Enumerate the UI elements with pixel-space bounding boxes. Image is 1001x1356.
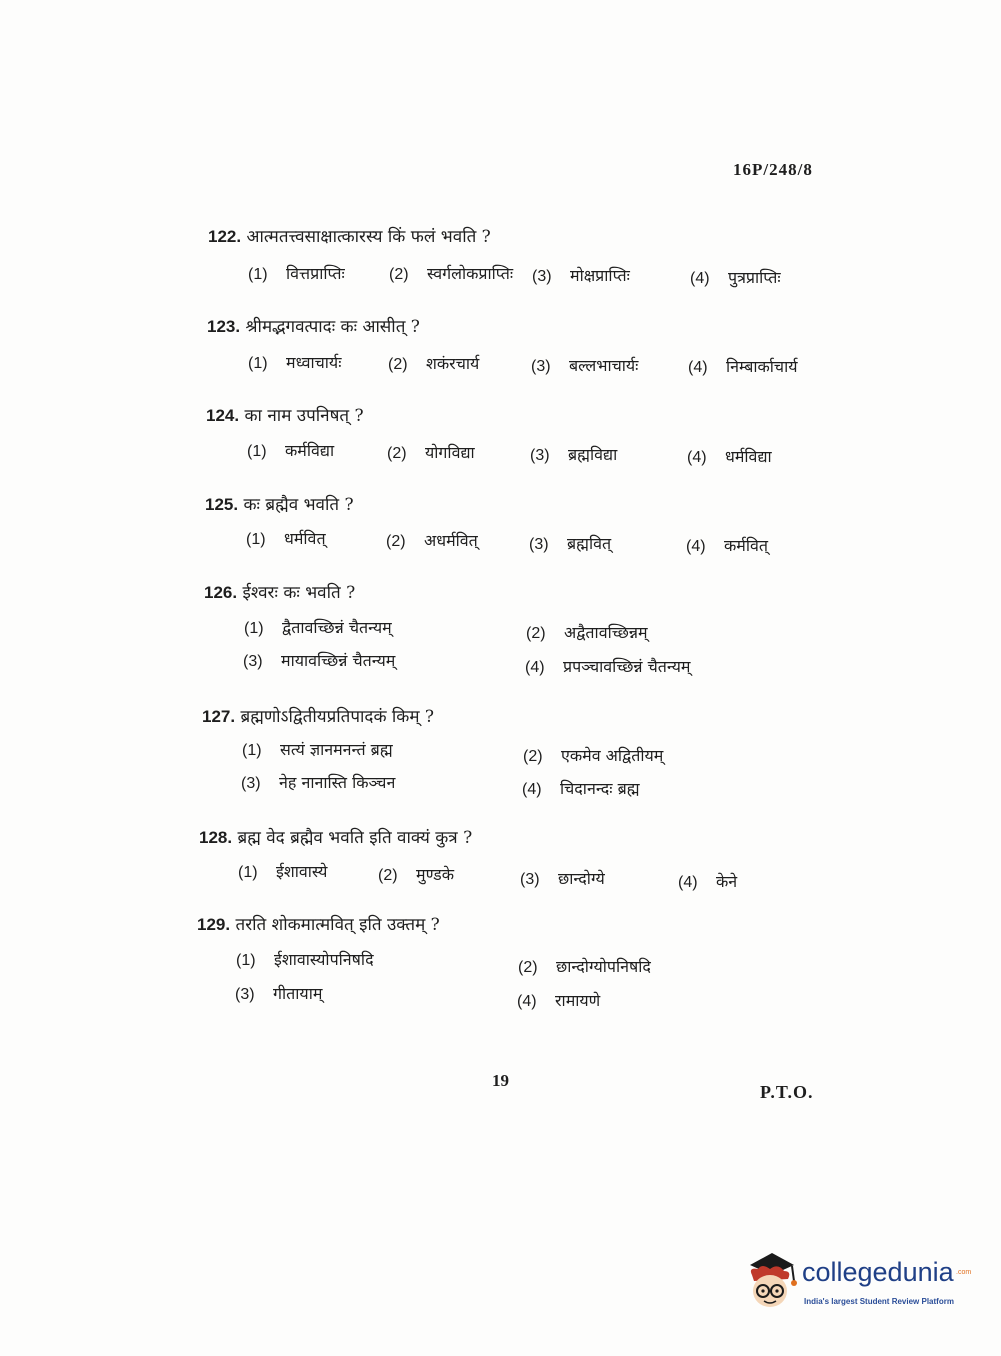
option-127-2: (2) एकमेव अद्वितीयम्: [523, 746, 664, 765]
question-125: [205, 492, 354, 515]
question-128: [199, 825, 472, 848]
option-125-2: (2) अधर्मवित्: [386, 531, 478, 550]
question-number: 125.: [205, 495, 239, 514]
option-129-4: (4) रामायणे: [517, 991, 601, 1010]
option-123-1: (1) मध्वाचार्यः: [248, 353, 342, 372]
option-126-4: (4) प्रपञ्चावच्छिन्नं चैतन्यम्: [525, 657, 691, 676]
option-127-3: (3) नेह नानास्ति किञ्चन: [241, 773, 396, 792]
question-124: [206, 403, 364, 426]
page-number: 19: [492, 1071, 509, 1090]
option-129-3: (3) गीतायाम्: [235, 984, 323, 1003]
brand-tagline: India's largest Student Review Platform: [804, 1297, 954, 1306]
question-text: ब्रह्मणोऽद्वितीयप्रतिपादकं किम् ?: [240, 707, 435, 727]
option-123-3: (3) बल्लभाचार्यः: [531, 356, 639, 375]
option-128-2: (2) मुण्डके: [378, 865, 455, 884]
brand-domain: .com: [956, 1269, 972, 1276]
option-122-2: (2) स्वर्गलोकप्राप्तिः: [389, 264, 514, 283]
option-122-1: (1) वित्तप्राप्तिः: [248, 264, 345, 283]
question-126: [204, 580, 355, 603]
question-number: 128.: [199, 828, 233, 847]
option-128-1: (1) ईशावास्ये: [238, 862, 328, 881]
option-124-4: (4) धर्मविद्या: [687, 447, 772, 466]
option-129-1: (1) ईशावास्योपनिषदि: [236, 950, 374, 969]
option-125-3: (3) ब्रह्मवित्: [529, 534, 612, 553]
question-text: तरति शोकमात्मवित् इति उक्तम् ?: [235, 915, 440, 935]
option-122-4: (4) पुत्रप्राप्तिः: [690, 268, 781, 287]
option-128-4: (4) केने: [678, 872, 738, 891]
option-122-3: (3) मोक्षप्राप्तिः: [532, 266, 630, 285]
question-text: कः ब्रह्मैव भवति ?: [243, 495, 354, 515]
option-124-1: (1) कर्मविद्या: [247, 441, 335, 460]
option-127-4: (4) चिदानन्दः ब्रह्म: [522, 779, 640, 798]
option-126-3: (3) मायावच्छिन्नं चैतन्यम्: [243, 651, 396, 670]
question-number: 126.: [204, 583, 238, 602]
question-123: [207, 314, 420, 337]
question-number: 123.: [207, 317, 241, 336]
option-124-2: (2) योगविद्या: [387, 443, 475, 462]
question-number: 122.: [208, 227, 242, 246]
brand-name: collegedunia: [802, 1257, 954, 1287]
option-127-1: (1) सत्यं ज्ञानमनन्तं ब्रह्म: [242, 740, 393, 759]
question-122: [208, 224, 491, 247]
collegedunia-logo: [742, 1245, 972, 1320]
question-text: का नाम उपनिषत् ?: [244, 406, 364, 426]
option-123-4: (4) निम्बार्काचार्य: [688, 357, 798, 376]
option-125-4: (4) कर्मवित्: [686, 536, 769, 555]
option-123-2: (2) शकंरचार्य: [388, 354, 480, 373]
option-128-3: (3) छान्दोग्ये: [520, 869, 605, 888]
option-125-1: (1) धर्मवित्: [246, 529, 326, 548]
pto-label: P.T.O.: [760, 1082, 814, 1102]
question-number: 124.: [206, 406, 240, 425]
question-text: ईश्वरः कः भवति ?: [242, 583, 356, 603]
question-text: आत्मतत्त्वसाक्षात्कारस्य किं फलं भवति ?: [246, 227, 491, 247]
question-129: [197, 912, 440, 935]
paper-code: 16P/248/8: [733, 160, 813, 179]
option-126-2: (2) अद्वैतावच्छिन्नम्: [526, 623, 648, 642]
question-127: [202, 704, 434, 727]
question-number: 127.: [202, 707, 236, 726]
question-text: ब्रह्म वेद ब्रह्मैव भवति इति वाक्यं कुत्र ?: [237, 828, 473, 848]
question-number: 129.: [197, 915, 231, 934]
option-129-2: (2) छान्दोग्योपनिषदि: [518, 957, 651, 976]
option-124-3: (3) ब्रह्मविद्या: [530, 445, 618, 464]
option-126-1: (1) द्वैतावच्छिन्नं चैतन्यम्: [244, 618, 392, 637]
question-text: श्रीमद्भगवत्पादः कः आसीत् ?: [245, 317, 420, 337]
mascot-icon: [742, 1247, 802, 1317]
